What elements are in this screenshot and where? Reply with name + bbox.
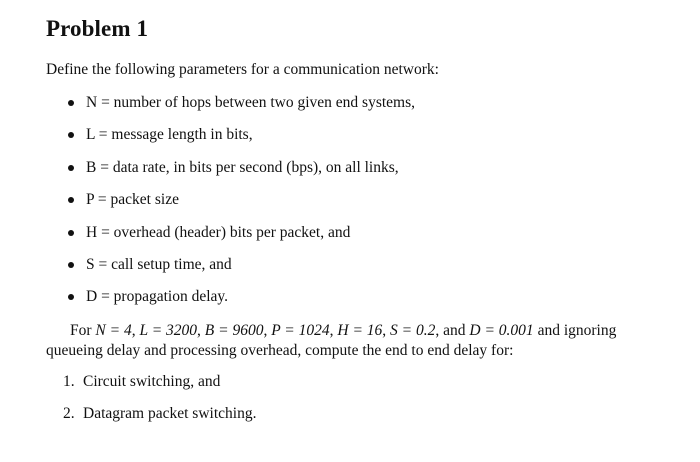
parameter-text: B = data rate, in bits per second (bps), on all links, [86,158,399,176]
question-lead: For [70,322,92,339]
bullet-icon [68,165,74,171]
problem-title: Problem 1 [46,16,149,41]
question-and: and [443,322,466,339]
list-item [0,93,415,125]
list-item [0,287,415,319]
parameter-text: D = propagation delay. [86,288,229,306]
question-line-1-tail: and ignoring [537,322,617,339]
list-item [0,190,415,222]
given-value: D = 0.001 [469,322,534,339]
bullet-icon [68,100,74,106]
task-number: 1. [63,373,75,390]
parameter-text: S = call setup time, and [86,255,232,273]
bullet-icon [68,262,74,268]
problem-intro: Define the following parameters for a communication network: [46,61,439,78]
parameter-text: N = number of hops between two given end systems, [86,94,416,111]
bullet-icon [68,197,74,203]
given-value: L = 3200 [139,322,198,339]
given-value: N = 4 [95,322,132,339]
list-item [0,223,415,255]
question-paragraph [46,321,661,361]
parameter-text: H = overhead (header) bits per packet, and [86,223,351,241]
given-value: S = 0.2 [390,322,436,339]
question-line-1: For N = 4, L = 3200, B = 9600, P = 1024, H = 16, S = 0.2, and D = 0.001 and ignoring [70,322,617,339]
given-value: H = 16 [337,322,383,339]
task-text: Circuit switching, and [83,373,221,390]
list-item [0,255,415,287]
question-line-2: queueing delay and processing overhead, compute the end to end delay for: [46,342,514,359]
task-text: Datagram packet switching. [83,405,257,422]
given-value: B = 9600 [204,322,264,339]
task-number: 2. [63,405,75,422]
bullet-icon [68,294,74,300]
list-item [0,125,415,157]
given-value: P = 1024 [271,322,330,339]
list-item [0,158,415,190]
parameter-list [0,93,415,320]
parameter-text: L = message length in bits, [86,126,253,144]
parameter-text: P = packet size [86,191,179,209]
bullet-icon [68,230,74,236]
bullet-icon [68,132,74,138]
